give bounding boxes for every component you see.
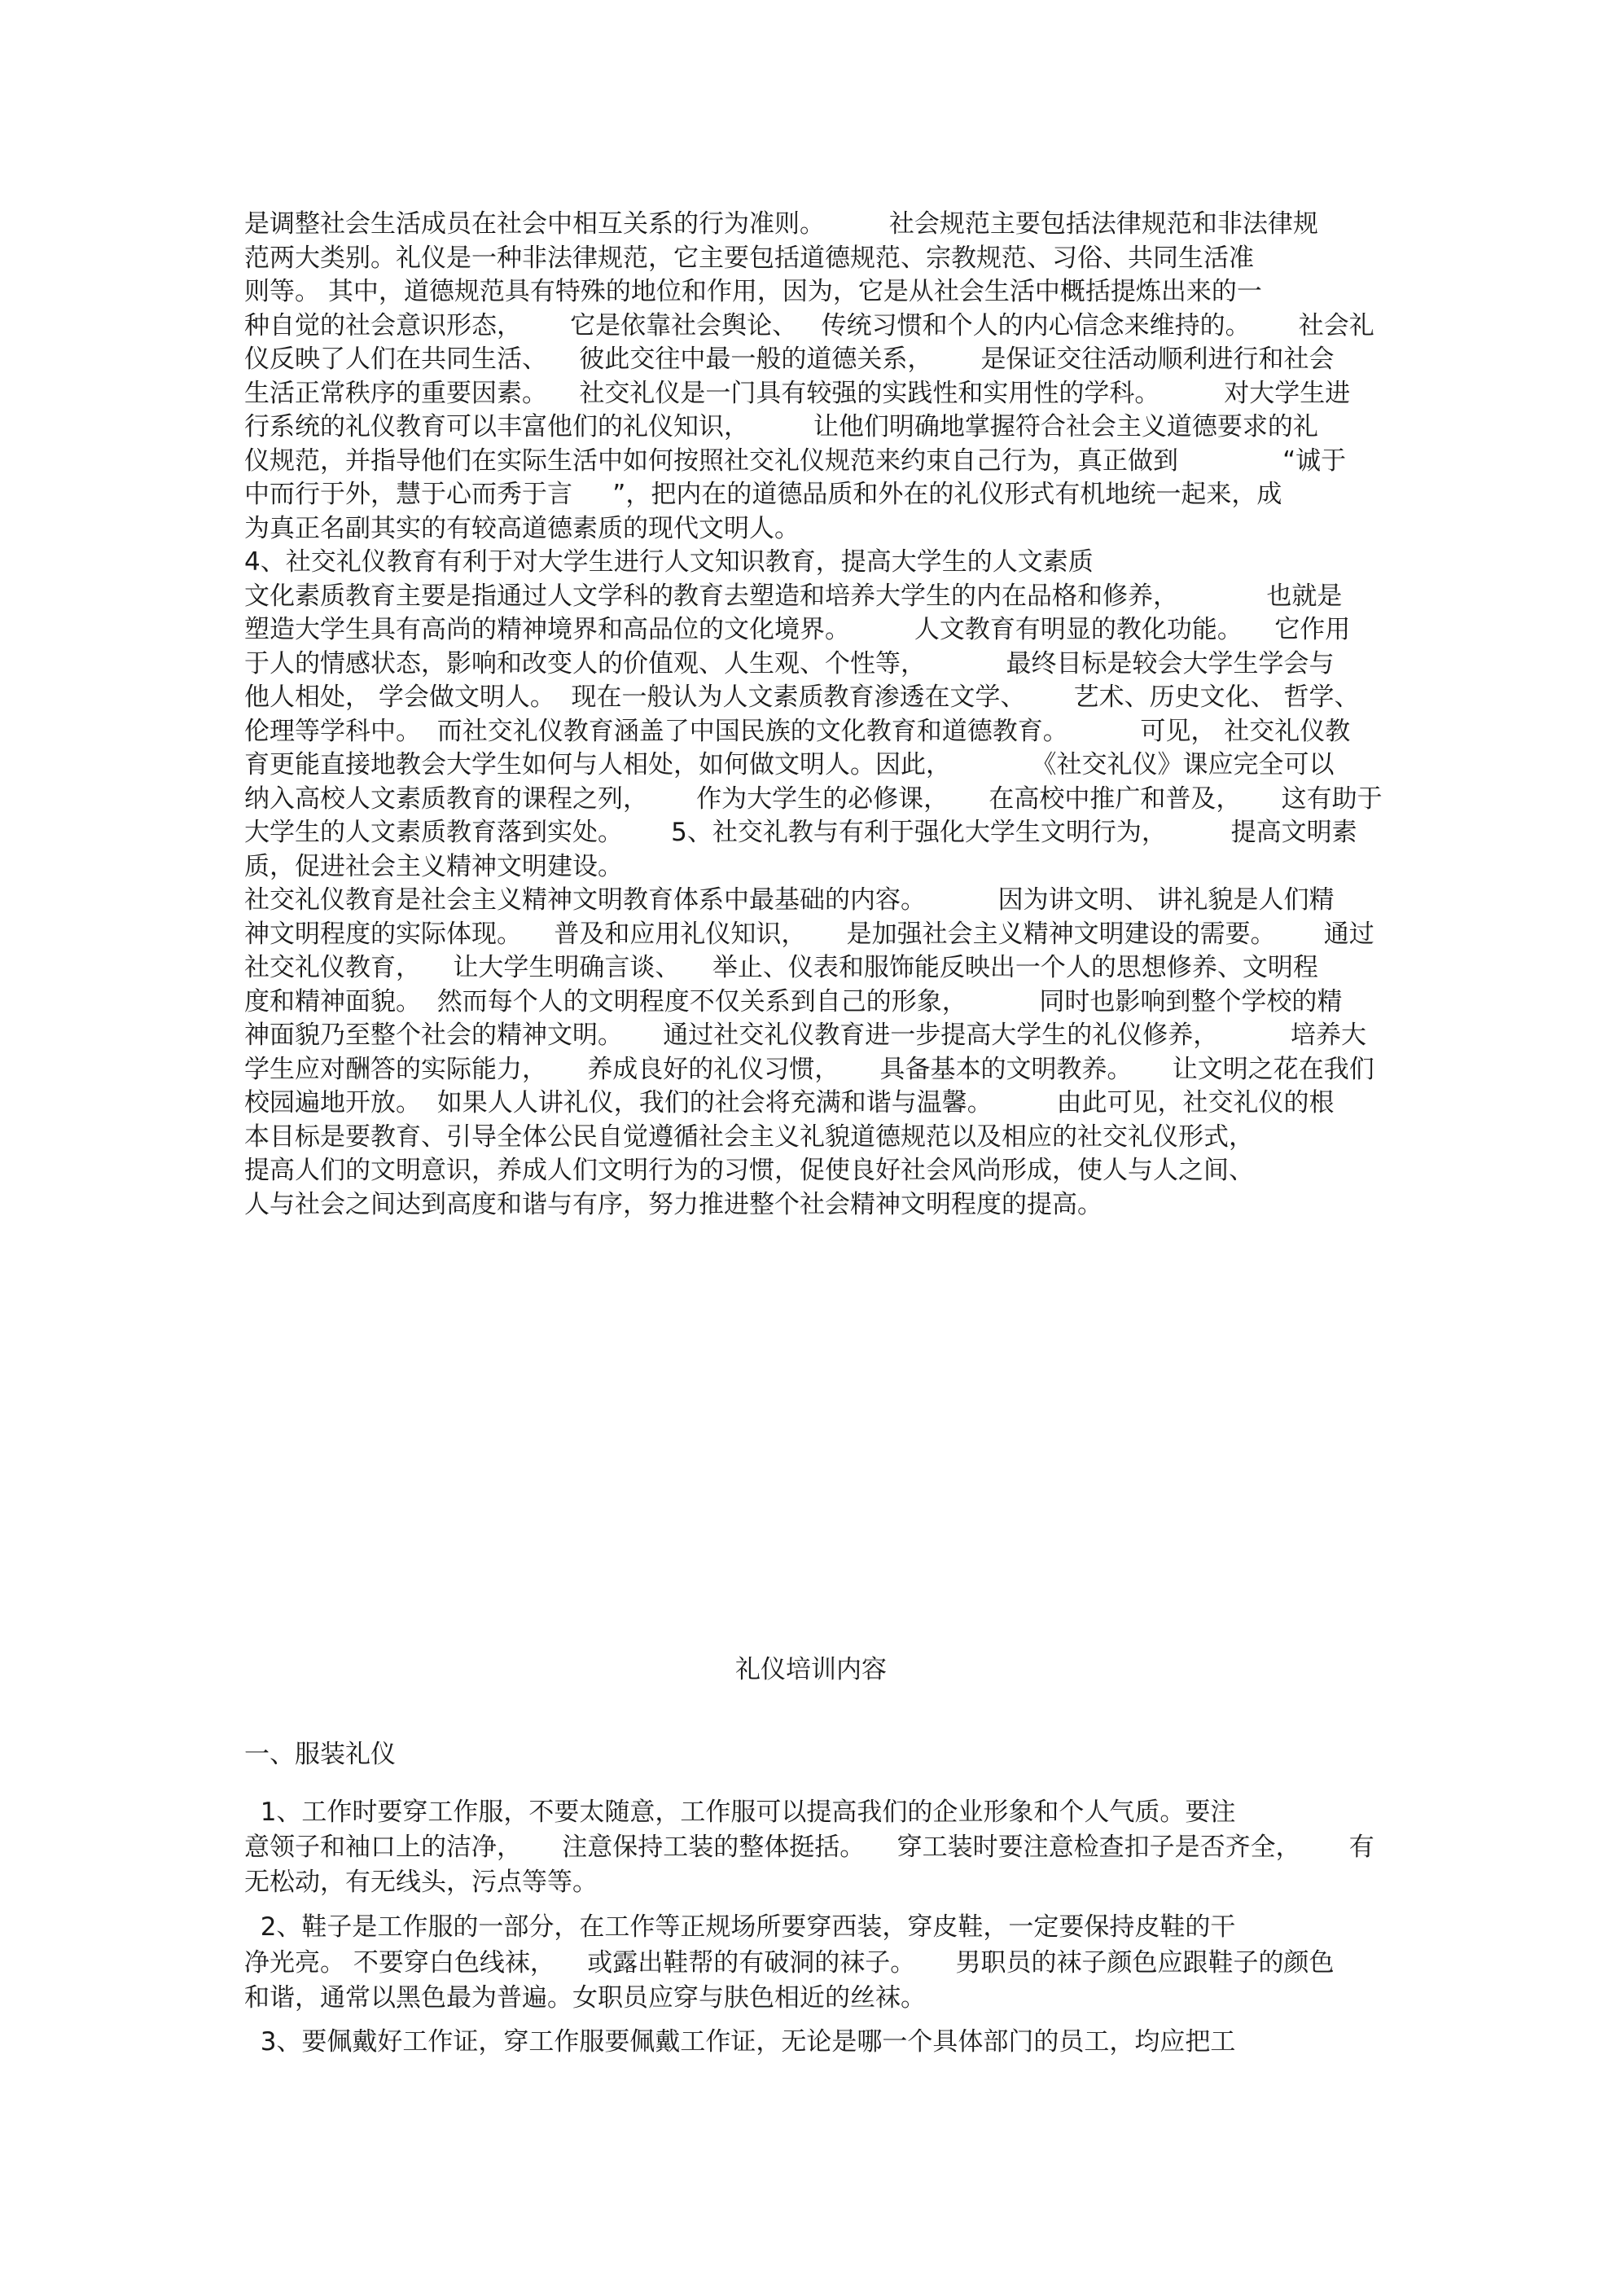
body-text-line: 4、社交礼仪教育有利于对大学生进行人文知识教育，提高大学生的人文素质 [244, 547, 1094, 577]
body-text-line: 是调整社会生活成员在社会中相互关系的行为准则。 社会规范主要包括法律规范和非法律规 [244, 209, 1318, 239]
body-text-line: 伦理等学科中。 而社交礼仪教育涵盖了中国民族的文化教育和道德教育。 可见， 社交礼仪教 [244, 716, 1351, 746]
body-text-line: 行系统的礼仪教育可以丰富他们的礼仪知识， 让他们明确地掌握符合社会主义道德要求的礼 [244, 412, 1318, 441]
body-text-line: 提高人们的文明意识，养成人们文明行为的习惯，促使良好社会风尚形成，使人与人之间、 [244, 1156, 1254, 1185]
body-text-line: 为真正名副其实的有较高道德素质的现代文明人。 [244, 513, 800, 543]
body-text-line: 文化素质教育主要是指通过人文学科的教育去塑造和培养大学生的内在品格和修养， 也就是 [244, 581, 1343, 611]
training-text-line: 净光亮。 不要穿白色线袜， 或露出鞋帮的有破洞的袜子。 男职员的袜子颜色应跟鞋子的颜色 [244, 1948, 1335, 1978]
training-text-line: 1、工作时要穿工作服，不要太随意，工作服可以提高我们的企业形象和个人气质。要注 [244, 1798, 1236, 1827]
body-text-line: 人与社会之间达到高度和谐与有序，努力推进整个社会精神文明程度的提高。 [244, 1189, 1103, 1219]
body-text-line: 纳入高校人文素质教育的课程之列， 作为大学生的必修课， 在高校中推广和普及， 这有助于 [244, 784, 1383, 814]
training-text-line: 无松动，有无线头，污点等等。 [244, 1868, 598, 1897]
training-text-line: 意领子和袖口上的洁净， 注意保持工装的整体挺括。 穿工装时要注意检查扣子是否齐全， 有 [244, 1833, 1374, 1862]
section-title: 礼仪培训内容 [735, 1655, 887, 1684]
body-text-line: 校园遍地开放。 如果人人讲礼仪，我们的社会将充满和谐与温馨。 由此可见，社交礼仪的根 [244, 1088, 1335, 1117]
subsection-heading: 一、服装礼仪 [244, 1740, 396, 1769]
body-text-line: 社交礼仪教育是社会主义精神文明教育体系中最基础的内容。 因为讲文明、 讲礼貌是人们精 [244, 885, 1335, 915]
body-text-line: 则等。 其中，道德规范具有特殊的地位和作用，因为，它是从社会生活中概括提炼出来的一 [244, 277, 1262, 306]
body-text-line: 大学生的人文素质教育落到实处。 5、社交礼教与有利于强化大学生文明行为， 提高文明素 [244, 818, 1357, 847]
body-text-line: 社交礼仪教育， 让大学生明确言谈、 举止、仪表和服饰能反映出一个人的思想修养、文明程 [244, 953, 1318, 982]
body-text-line: 塑造大学生具有高尚的精神境界和高品位的文化境界。 人文教育有明显的教化功能。 它作用 [244, 615, 1351, 644]
body-text-line: 质，促进社会主义精神文明建设。 [244, 851, 623, 881]
body-text-line: 学生应对酬答的实际能力， 养成良好的礼仪习惯， 具备基本的文明教养。 让文明之花在我们 [244, 1054, 1374, 1084]
body-text-line: 仪规范，并指导他们在实际生活中如何按照社交礼仪规范来约束自己行为，真正做到 “诚于 [244, 446, 1347, 476]
body-text-line: 神文明程度的实际体现。 普及和应用礼仪知识， 是加强社会主义精神文明建设的需要。 通过 [244, 919, 1374, 949]
body-text-line: 他人相处， 学会做文明人。 现在一般认为人文素质教育渗透在文学、 艺术、历史文化、 哲学、 [244, 683, 1360, 712]
training-text-line: 2、鞋子是工作服的一部分，在工作等正规场所要穿西装，穿皮鞋，一定要保持皮鞋的干 [244, 1912, 1236, 1942]
body-text-line: 中而行于外，慧于心而秀于言 ”，把内在的道德品质和外在的礼仪形式有机地统一起来，成 [244, 480, 1282, 509]
body-text-line: 神面貌乃至整个社会的精神文明。 通过社交礼仪教育进一步提高大学生的礼仪修养， 培养大 [244, 1021, 1366, 1050]
body-text-line: 度和精神面貌。 然而每个人的文明程度不仅关系到自己的形象， 同时也影响到整个学校的精 [244, 986, 1343, 1016]
body-text-line: 种自觉的社会意识形态， 它是依靠社会舆论、 传统习惯和个人的内心信念来维持的。 社会礼 [244, 310, 1374, 340]
body-text-line: 于人的情感状态，影响和改变人的价值观、人生观、个性等， 最终目标是较会大学生学会与 [244, 648, 1335, 678]
body-text-line: 本目标是要教育、引导全体公民自觉遵循社会主义礼貌道德规范以及相应的社交礼仪形式， [244, 1122, 1254, 1152]
body-text-line: 育更能直接地教会大学生如何与人相处，如何做文明人。因此， 《社交礼仪》课应完全可以 [244, 750, 1335, 779]
body-text-line: 范两大类别。礼仪是一种非法律规范，它主要包括道德规范、宗教规范、习俗、共同生活准 [244, 243, 1254, 273]
body-text-line: 生活正常秩序的重要因素。 社交礼仪是一门具有较强的实践性和实用性的学科。 对大学生进 [244, 378, 1351, 408]
training-text-line: 和谐，通常以黑色最为普遍。女职员应穿与肤色相近的丝袜。 [244, 1983, 926, 2013]
body-text-line: 仪反映了人们在共同生活、 彼此交往中最一般的道德关系， 是保证交往活动顺利进行和社会 [244, 345, 1335, 374]
training-text-line: 3、要佩戴好工作证，穿工作服要佩戴工作证，无论是哪一个具体部门的员工，均应把工 [244, 2027, 1236, 2057]
